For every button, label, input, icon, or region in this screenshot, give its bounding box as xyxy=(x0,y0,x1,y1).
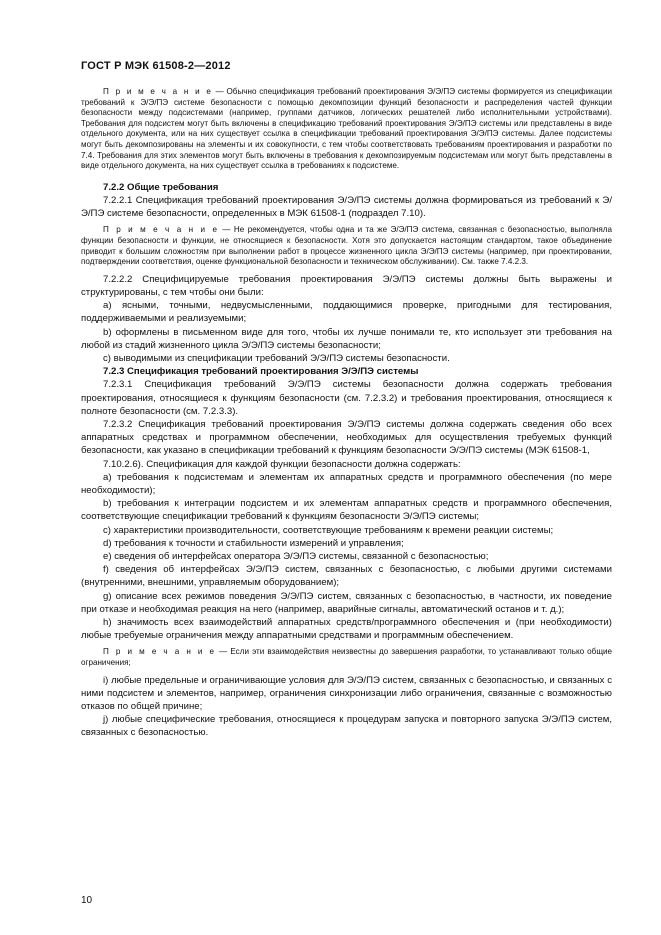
paragraph-7-2-3-2: 7.2.3.2 Спецификация требований проектирования Э/Э/ПЭ системы должна содержать сведения обо всех аппаратных средствах и программном обеспечении, необходимых для осуществления требуемых функций безопасности, как указано в спецификации требований к функциям безопасности Э/Э/ПЭ системы (МЭК 61508-1, xyxy=(81,418,612,457)
note-label: П р и м е ч а н и е xyxy=(103,225,219,235)
list-item-a: a) требования к подсистемам и элементам их аппаратных средств и программного обеспечения (по мере необходимости); xyxy=(81,471,612,496)
note-label: П р и м е ч а н и е xyxy=(103,87,213,96)
list-item-g: g) описание всех режимов поведения Э/Э/ПЭ систем, связанных с безопасностью, в частности, их поведение при отказе и необходимая реакция на него (например, аварийные сигналы, автоматический останов и т. д.); xyxy=(81,590,612,615)
page-content xyxy=(81,85,612,740)
paragraph-7-2-3-1: 7.2.3.1 Спецификация требований Э/Э/ПЭ системы безопасности должна содержать требования проектирования, относящиеся к функциям безопасности (см. 7.2.3.2) и требования проектирования, относящиеся к полноте безопасности (см. 7.2.3.3). xyxy=(81,379,612,417)
note-3 xyxy=(81,647,612,668)
list-item-d: d) требования к точности и стабильности измерений и управления; xyxy=(103,537,404,549)
section-7-2-2-heading: 7.2.2 Общие требования xyxy=(103,181,219,193)
standard-header: ГОСТ Р МЭК 61508-2—2012 xyxy=(81,60,231,72)
list-item-b: b) оформлены в письменном виде для того, чтобы их лучше понимали те, кто использует эти требования на любой из стадий жизненного цикла Э/Э/ПЭ системы безопасности; xyxy=(81,326,612,351)
note-label: П р и м е ч а н и е xyxy=(103,647,217,657)
note-text: — Обычно спецификация требований проектирования Э/Э/ПЭ системы формируется из спецификации требований к Э/Э/ПЭ системе безопасности с помощью декомпозиции функций безопасности и распределения частей функции безопасности между подсистемами (например, группами датчиков, логических решателей либо исполнительными устройствами). Требования для подсистем могут быть включены в спецификацию требований проектирования Э/Э/ПЭ системы или представлены в виде отдельного документа, или на них существует ссылка в спецификации требований проектирования Э/Э/ПЭ системы. Далее подсистемы могут быть декомпозированы на элементы и их совокупности, с тем чтобы соответствовать требованиям проектирования и разработки по 7.4. Требования для этих элементов могут быть включены в требования к декомпозируемым подсистемам или могут быть представлены в виде отдельного документа, на них существует ссылка в требованиях к подсистеме. xyxy=(81,87,612,171)
list-item-e: e) сведения об интерфейсах оператора Э/Э/ПЭ системы, связанной с безопасностью; xyxy=(103,551,489,562)
list-item-c: c) характеристики производительности, соответствующие требованиям к времени реакции системы; xyxy=(103,524,554,536)
list-item-c: c) выводимыми из спецификации требований Э/Э/ПЭ системы безопасности. xyxy=(103,352,450,364)
section-7-2-3-heading: 7.2.3 Спецификация требований проектирования Э/Э/ПЭ системы xyxy=(103,366,419,378)
list-item-h: h) значимость всех взаимодействий аппаратных средств/программного обеспечения и (при необходимости) любые требуемые ограничения между аппаратными средствами и программным обеспечением. xyxy=(81,617,612,642)
paragraph-7-2-2-1: 7.2.2.1 Спецификация требований проектирования Э/Э/ПЭ системы должна формироваться из требований к Э/Э/ПЭ системе безопасности, определенных в МЭК 61508-1 (подраздел 7.10). xyxy=(81,194,612,220)
list-item-f: f) сведения об интерфейсах Э/Э/ПЭ систем, связанных с безопасностью, с любыми другими системами (внутренними, внешними, управляемым оборудованием); xyxy=(81,564,612,589)
paragraph-7-2-2-2: 7.2.2.2 Специфицируемые требования проектирования Э/Э/ПЭ системы должны быть выражены и структурированы, с тем чтобы они были: xyxy=(81,273,612,298)
list-item-b: b) требования к интеграции подсистем и их элементам аппаратных средств и программного обеспечения, соответствующие спецификации требований к функциям безопасности Э/Э/ПЭ системы; xyxy=(81,498,612,523)
page-number: 10 xyxy=(81,895,93,906)
note-2 xyxy=(81,225,612,267)
list-item-j: j) любые специфические требования, относящиеся к процедурам запуска и повторного запуска Э/Э/ПЭ систем, связанных с безопасностью. xyxy=(81,714,612,739)
note-text: — Если эти взаимодействия неизвестны до завершения разработки, то устанавливают только общие ограничения; xyxy=(81,647,612,668)
list-item-i: i) любые предельные и ограничивающие условия для Э/Э/ПЭ систем, связанных с безопасностью, и связанных с ними подсистем и элементов, например, ограничения синхронизации либо ограничения, связанные с возможностью отказов по общей причине; xyxy=(81,674,612,713)
list-item-a: a) ясными, точными, недвусмысленными, поддающимися проверке, пригодными для тестирования, поддерживаемыми и реализуемыми; xyxy=(81,300,612,325)
note-text: — Не рекомендуется, чтобы одна и та же Э/Э/ПЭ система, связанная с безопасностью, выполняла функции безопасности и функции, не относящиеся к безопасности. Хотя это допускается настоящим стандартом, такое объединение приводит к большим сложностям при выполнении работ в процессе жизненного цикла Э/Э/ПЭ системы (например, при проектировании, подтверждении соответствия, оценке функциональной безопасности и техническом обслуживании). См. также 7.4.2.3. xyxy=(81,225,613,267)
note-1 xyxy=(81,87,612,172)
paragraph-7-2-3-2-cont: 7.10.2.6). Спецификация для каждой функции безопасности должна содержать: xyxy=(103,458,461,470)
